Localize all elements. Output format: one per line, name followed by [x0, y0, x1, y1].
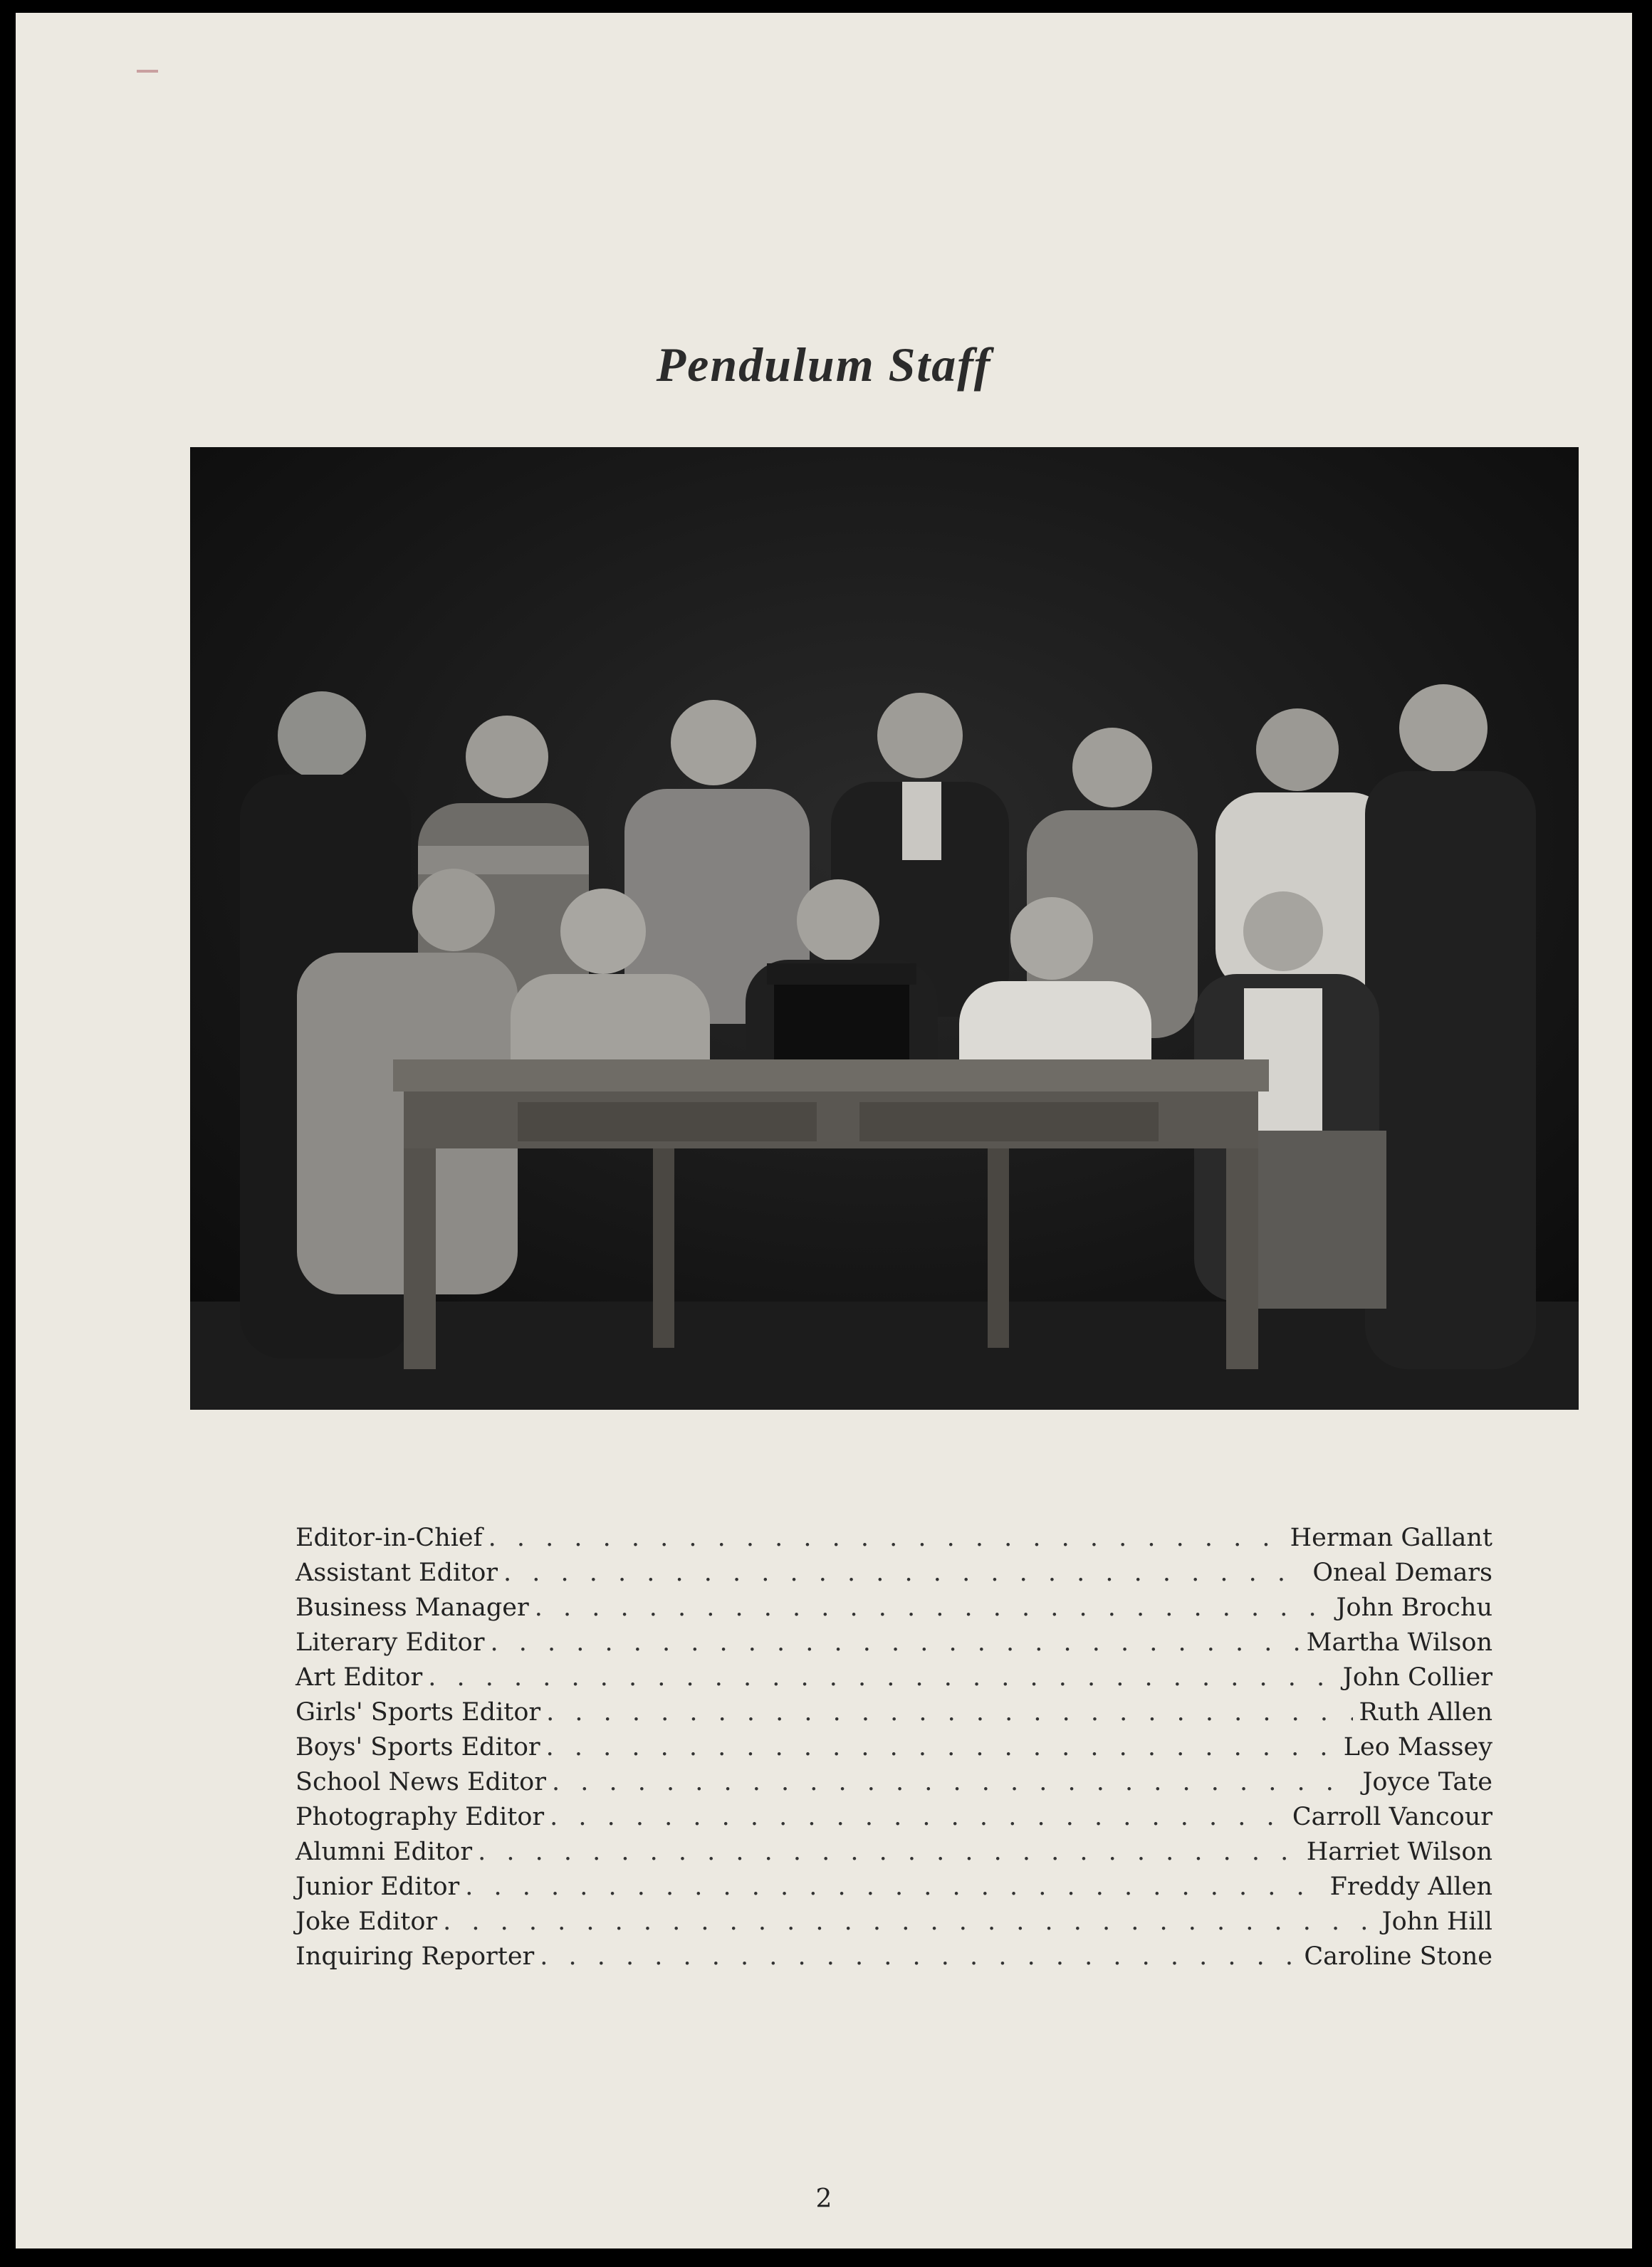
roster-row — [296, 1521, 1492, 1556]
dot-leader — [490, 1625, 1300, 1660]
staff-roster — [296, 1521, 1492, 1974]
typewriter — [774, 978, 909, 1070]
staff-name: Freddy Allen — [1329, 1873, 1492, 1901]
dot-leader — [488, 1521, 1285, 1556]
roster-row — [296, 1800, 1492, 1835]
staff-name: John Brochu — [1336, 1593, 1492, 1622]
staff-name: Joyce Tate — [1362, 1768, 1492, 1796]
yearbook-page — [16, 13, 1632, 2248]
roster-row — [296, 1660, 1492, 1695]
staff-name: Martha Wilson — [1306, 1628, 1492, 1657]
staff-role: Girls' Sports Editor — [296, 1698, 541, 1727]
page-title: Pendulum Staff — [656, 337, 992, 392]
roster-row — [296, 1835, 1492, 1870]
staff-photo-illustration — [190, 447, 1579, 1410]
staff-name: Carroll Vancour — [1292, 1803, 1492, 1831]
staff-name: Oneal Demars — [1312, 1559, 1492, 1587]
roster-row — [296, 1625, 1492, 1660]
staff-role: Photography Editor — [296, 1803, 545, 1831]
dot-leader — [546, 1730, 1338, 1765]
staff-name: Leo Massey — [1343, 1733, 1492, 1761]
roster-row — [296, 1905, 1492, 1939]
roster-row — [296, 1695, 1492, 1730]
staff-role: Business Manager — [296, 1593, 529, 1622]
roster-row — [296, 1556, 1492, 1591]
dot-leader — [552, 1765, 1356, 1800]
staff-name: John Hill — [1381, 1907, 1492, 1936]
staff-name: Harriet Wilson — [1306, 1838, 1492, 1866]
roster-row — [296, 1591, 1492, 1625]
roster-row — [296, 1939, 1492, 1974]
dot-leader — [550, 1800, 1287, 1835]
dot-leader — [546, 1695, 1353, 1730]
staff-name: Ruth Allen — [1359, 1698, 1492, 1727]
staff-role: Alumni Editor — [296, 1838, 473, 1866]
dot-leader — [428, 1660, 1337, 1695]
staff-role: Assistant Editor — [296, 1559, 498, 1587]
staff-role: Art Editor — [296, 1663, 423, 1692]
staff-role: Literary Editor — [296, 1628, 485, 1657]
roster-row — [296, 1870, 1492, 1905]
corner-mark — [137, 70, 158, 73]
dot-leader — [443, 1905, 1376, 1939]
roster-row — [296, 1765, 1492, 1800]
staff-role: Joke Editor — [296, 1907, 438, 1936]
staff-role: Editor-in-Chief — [296, 1524, 483, 1552]
dot-leader — [478, 1835, 1301, 1870]
staff-role: Inquiring Reporter — [296, 1942, 535, 1971]
dot-leader — [535, 1591, 1331, 1625]
dot-leader — [503, 1556, 1307, 1591]
dot-leader — [540, 1939, 1298, 1974]
page-number: 2 — [815, 2184, 832, 2214]
staff-role: School News Editor — [296, 1768, 546, 1796]
staff-role: Boys' Sports Editor — [296, 1733, 540, 1761]
staff-photo — [190, 447, 1579, 1410]
staff-name: Caroline Stone — [1304, 1942, 1492, 1971]
staff-role: Junior Editor — [296, 1873, 460, 1901]
staff-name: Herman Gallant — [1290, 1524, 1492, 1552]
staff-name: John Collier — [1342, 1663, 1492, 1692]
dot-leader — [465, 1870, 1324, 1905]
roster-row — [296, 1730, 1492, 1765]
